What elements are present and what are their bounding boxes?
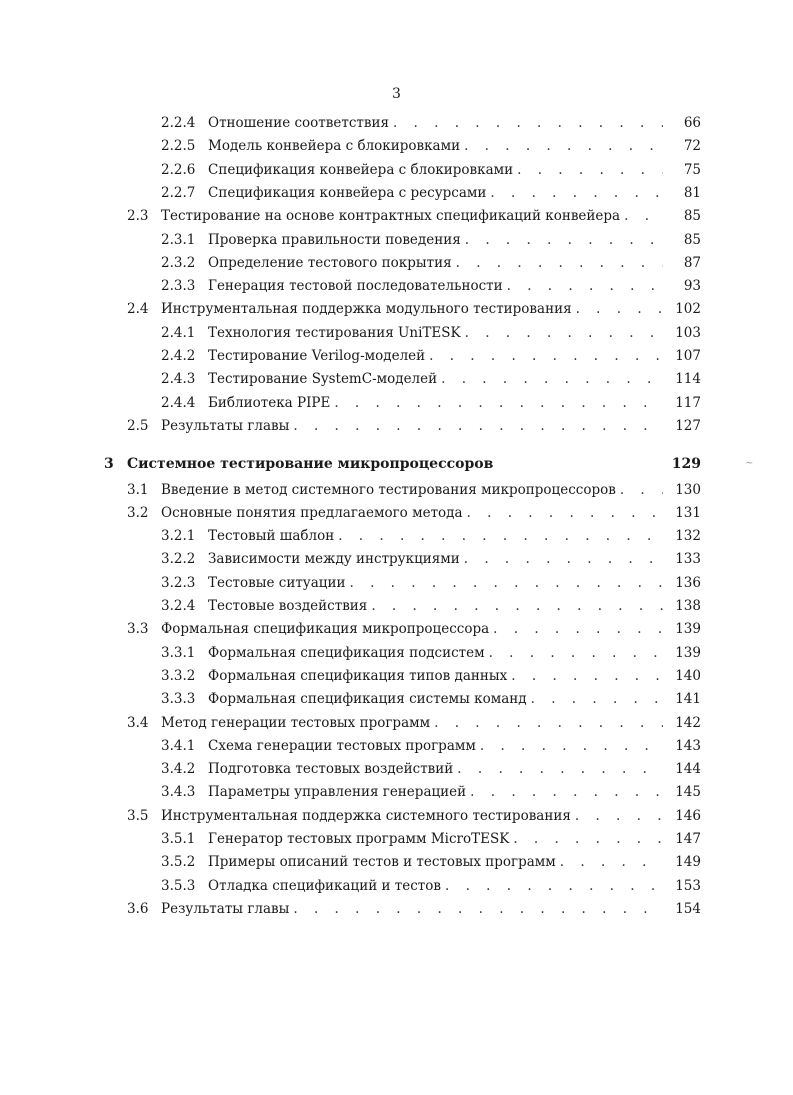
toc-subsection-entry	[0, 112, 793, 134]
toc-entry-title-line	[208, 182, 663, 204]
toc-subsection-entry	[0, 368, 793, 390]
toc-entry-title: Определение тестового покрытия	[208, 252, 456, 274]
toc-entry-number: 2.4.3	[161, 371, 196, 388]
toc-entry-title: Тестирование на основе контрактных спецификаций конвейера	[161, 205, 624, 227]
dot-leader	[445, 875, 663, 897]
toc-entry-page: 130	[675, 481, 701, 498]
dot-leader	[470, 781, 663, 803]
dot-leader	[464, 135, 663, 157]
toc-entry-title-line	[127, 453, 663, 475]
toc-entry-page: 72	[683, 138, 701, 155]
toc-entry-title-line	[208, 229, 663, 251]
toc-entry-number: 3.3.2	[161, 667, 196, 684]
toc-entry-title-line	[161, 298, 663, 320]
toc-entry-title-line	[208, 322, 663, 344]
toc-section-entry	[0, 502, 793, 524]
toc-entry-title: Системное тестирование микропроцессоров	[127, 453, 497, 475]
toc-subsection-entry	[0, 159, 793, 181]
toc-entry-title-line	[208, 392, 663, 414]
toc-entry-number: 3.2	[127, 504, 149, 521]
toc-entry-number: 3.2.4	[161, 598, 196, 614]
toc-entry-title-line	[208, 572, 663, 594]
toc-entry-title: Примеры описаний тестов и тестовых программ	[208, 851, 560, 873]
toc-entry-title: Введение в метод системного тестирования микропроцессоров	[161, 479, 620, 501]
toc-section-entry	[0, 479, 793, 501]
toc-entry-title-line	[208, 275, 663, 297]
dot-leader	[517, 159, 663, 181]
toc-entry-number: 3.2.3	[161, 574, 196, 591]
dot-leader	[456, 252, 663, 274]
dot-leader	[490, 182, 663, 204]
toc-entry-title: Схема генерации тестовых программ	[208, 735, 480, 757]
dot-leader	[511, 665, 663, 687]
dot-leader	[489, 642, 663, 664]
toc-entry-title: Зависимости между инструкциями	[208, 548, 464, 570]
toc-entry-title: Отношение соответствия	[208, 112, 393, 134]
toc-entry-page: 139	[675, 621, 701, 638]
toc-entry-title-line	[161, 618, 663, 640]
toc-entry-page: 66	[683, 115, 701, 131]
toc-section-entry	[0, 205, 793, 227]
toc-entry-number: 3.1	[127, 481, 149, 498]
toc-entry-number: 3.3	[127, 621, 149, 638]
toc-entry-number: 3.4.2	[161, 761, 196, 778]
toc-entry-page: 153	[675, 877, 701, 894]
toc-entry-page: 127	[675, 417, 701, 434]
toc-entry-page: 85	[683, 208, 701, 225]
toc-entry-title: Тестовые воздействия	[208, 595, 371, 617]
dot-leader	[624, 205, 663, 227]
toc-entry-title: Отладка спецификаций и тестов	[208, 875, 445, 897]
toc-entry-title: Спецификация конвейера с ресурсами	[208, 182, 490, 204]
toc-entry-title: Результаты главы	[161, 415, 293, 437]
dot-leader	[467, 502, 663, 524]
toc-entry-number: 3.4	[127, 714, 149, 731]
toc-entry-page: 131	[675, 504, 701, 521]
dot-leader	[371, 595, 663, 617]
toc-entry-title: Формальная спецификация системы команд	[208, 688, 531, 710]
toc-entry-number: 3.6	[127, 900, 149, 917]
page-number: 3	[392, 86, 401, 102]
toc-entry-title-line	[208, 252, 663, 274]
toc-entry-title-line	[208, 368, 663, 390]
toc-entry-title: Формальная спецификация типов данных	[208, 665, 511, 687]
toc-entry-page: 87	[683, 254, 701, 271]
dot-leader	[513, 828, 663, 850]
toc-entry-number: 3.5.2	[161, 854, 196, 871]
toc-entry-title-line	[208, 135, 663, 157]
toc-entry-title-line	[208, 345, 663, 367]
toc-chapter-entry	[0, 453, 793, 475]
toc-subsection-entry	[0, 688, 793, 710]
toc-entry-title-line	[208, 688, 663, 710]
toc-entry-number: 3.5.1	[161, 831, 196, 847]
toc-subsection-entry	[0, 735, 793, 757]
toc-entry-number: 2.3.2	[161, 254, 196, 271]
toc-entry-title: Основные понятия предлагаемого метода	[161, 502, 467, 524]
toc-entry-number: 2.4	[127, 301, 149, 318]
toc-entry-title-line	[161, 479, 663, 501]
toc-entry-title-line	[208, 642, 663, 664]
dot-leader	[434, 712, 663, 734]
toc-entry-number: 3.3.1	[161, 644, 196, 661]
toc-subsection-entry	[0, 642, 793, 664]
toc-subsection-entry	[0, 345, 793, 367]
toc-entry-title: Технология тестирования UniTESK	[208, 322, 465, 344]
toc-entry-title-line	[208, 665, 663, 687]
toc-entry-page: 136	[675, 574, 701, 591]
toc-entry-page: 149	[675, 854, 701, 871]
toc-entry-number: 3.3.3	[161, 691, 196, 708]
toc-entry-title: Библиотека PIPE	[208, 392, 334, 414]
dot-leader	[560, 851, 663, 873]
toc-subsection-entry	[0, 182, 793, 204]
toc-entry-page: 132	[675, 528, 701, 545]
toc-entry-page: 129	[671, 456, 701, 473]
toc-subsection-entry	[0, 851, 793, 873]
toc-entry-page: 143	[675, 737, 701, 754]
toc-entry-number: 2.2.6	[161, 161, 196, 178]
toc-entry-page: 154	[675, 900, 701, 917]
toc-entry-page: 140	[675, 667, 701, 684]
dot-leader	[293, 898, 663, 920]
toc-entry-number: 2.3.1	[161, 231, 196, 248]
toc-section-entry	[0, 298, 793, 320]
toc-entry-title-line	[161, 805, 663, 827]
toc-entry-title: Генерация тестовой последовательности	[208, 275, 507, 297]
toc-subsection-entry	[0, 548, 793, 570]
toc-subsection-entry	[0, 229, 793, 251]
toc-entry-page: 145	[675, 784, 701, 801]
dot-leader	[464, 548, 663, 570]
toc-entry-page: 114	[675, 371, 701, 388]
toc-entry-page: 141	[675, 691, 701, 708]
toc-subsection-entry	[0, 252, 793, 274]
dot-leader	[429, 345, 663, 367]
toc-entry-title-line	[208, 875, 663, 897]
dot-leader	[531, 688, 663, 710]
toc-entry-title: Результаты главы	[161, 898, 293, 920]
toc-entry-page: 85	[683, 231, 701, 248]
toc-subsection-entry	[0, 322, 793, 344]
toc-entry-number: 2.4.2	[161, 348, 196, 364]
toc-entry-page: 138	[675, 598, 701, 614]
toc-subsection-entry	[0, 828, 793, 850]
toc-section-entry	[0, 415, 793, 437]
toc-subsection-entry	[0, 525, 793, 547]
toc-entry-page: 142	[675, 714, 701, 731]
toc-subsection-entry	[0, 392, 793, 414]
toc-subsection-entry	[0, 758, 793, 780]
toc-entry-number: 2.2.5	[161, 138, 196, 155]
dot-leader	[620, 479, 663, 501]
toc-entry-title-line	[208, 828, 663, 850]
dot-leader	[575, 805, 663, 827]
toc-entry-title-line	[208, 851, 663, 873]
toc-entry-number: 3.5.3	[161, 877, 196, 894]
dot-leader	[465, 322, 663, 344]
toc-entry-number: 2.3.3	[161, 278, 196, 295]
toc-entry-number: 3.2.1	[161, 528, 196, 545]
toc-entry-title: Тестовые ситуации	[208, 572, 349, 594]
toc-entry-title-line	[161, 502, 663, 524]
toc-entry-title: Параметры управления генерацией	[208, 781, 470, 803]
toc-entry-title: Формальная спецификация микропроцессора	[161, 618, 493, 640]
toc-entry-title-line	[208, 112, 663, 134]
toc-subsection-entry	[0, 781, 793, 803]
toc-entry-page: 107	[675, 348, 701, 364]
toc-entry-page: 102	[675, 301, 701, 318]
toc-entry-title-line	[208, 735, 663, 757]
toc-entry-number: 2.5	[127, 417, 149, 434]
toc-entry-number: 3.4.1	[161, 737, 196, 754]
toc-entry-page: 144	[675, 761, 701, 778]
toc-subsection-entry	[0, 275, 793, 297]
dot-leader	[493, 618, 663, 640]
toc-entry-number: 3.2.2	[161, 551, 196, 568]
toc-section-entry	[0, 712, 793, 734]
toc-entry-number: 3.4.3	[161, 784, 196, 801]
toc-entry-number: 2.3	[127, 208, 149, 225]
dot-leader	[465, 229, 663, 251]
scan-artifact: ~	[745, 458, 754, 469]
toc-section-entry	[0, 618, 793, 640]
toc-subsection-entry	[0, 875, 793, 897]
toc-entry-title: Тестирование SystemC-моделей	[208, 368, 441, 390]
dot-leader	[441, 368, 663, 390]
toc-entry-title: Метод генерации тестовых программ	[161, 712, 434, 734]
dot-leader	[480, 735, 663, 757]
toc-entry-page: 133	[675, 551, 701, 568]
toc-entry-title: Спецификация конвейера с блокировками	[208, 159, 517, 181]
dot-leader	[338, 525, 663, 547]
toc-entry-title: Инструментальная поддержка системного тестирования	[161, 805, 575, 827]
toc-entry-page: 147	[675, 831, 701, 847]
toc-subsection-entry	[0, 595, 793, 617]
toc-entry-title: Формальная спецификация подсистем	[208, 642, 489, 664]
toc-entry-title-line	[208, 781, 663, 803]
toc-entry-title: Проверка правильности поведения	[208, 229, 465, 251]
toc-entry-page: 103	[675, 324, 701, 341]
dot-leader	[393, 112, 663, 134]
toc-subsection-entry	[0, 135, 793, 157]
toc-entry-title-line	[161, 415, 663, 437]
toc-section-entry	[0, 805, 793, 827]
toc-entry-title: Тестирование Verilog-моделей	[208, 345, 429, 367]
toc-entry-page: 117	[675, 394, 701, 411]
toc-entry-page: 146	[675, 807, 701, 824]
dot-leader	[334, 392, 663, 414]
toc-entry-title-line	[208, 595, 663, 617]
dot-leader	[576, 298, 663, 320]
toc-entry-title-line	[208, 159, 663, 181]
toc-entry-title: Модель конвейера с блокировками	[208, 135, 464, 157]
toc-section-entry	[0, 898, 793, 920]
toc-entry-page: 75	[683, 161, 701, 178]
toc-entry-title: Подготовка тестовых воздействий	[208, 758, 457, 780]
toc-entry-number: 2.2.7	[161, 184, 196, 201]
toc-entry-page: 93	[683, 278, 701, 295]
toc-entry-title: Генератор тестовых программ MicroTESK	[208, 828, 513, 850]
toc-entry-title-line	[208, 525, 663, 547]
toc-subsection-entry	[0, 572, 793, 594]
dot-leader	[457, 758, 663, 780]
toc-entry-title-line	[161, 898, 663, 920]
toc-entry-title-line	[161, 205, 663, 227]
dot-leader	[507, 275, 663, 297]
toc-entry-number: 2.2.4	[161, 115, 196, 131]
toc-entry-page: 81	[683, 184, 701, 201]
toc-entry-number: 2.4.1	[161, 324, 196, 341]
toc-entry-page: 139	[675, 644, 701, 661]
toc-entry-number: 2.4.4	[161, 394, 196, 411]
dot-leader	[349, 572, 663, 594]
toc-entry-title-line	[208, 758, 663, 780]
toc-subsection-entry	[0, 665, 793, 687]
dot-leader	[293, 415, 663, 437]
toc-entry-number: 3	[104, 456, 114, 473]
toc-entry-title-line	[208, 548, 663, 570]
toc-entry-title: Инструментальная поддержка модульного тестирования	[161, 298, 576, 320]
toc-entry-number: 3.5	[127, 807, 149, 824]
toc-entry-title: Тестовый шаблон	[208, 525, 338, 547]
toc-entry-title-line	[161, 712, 663, 734]
